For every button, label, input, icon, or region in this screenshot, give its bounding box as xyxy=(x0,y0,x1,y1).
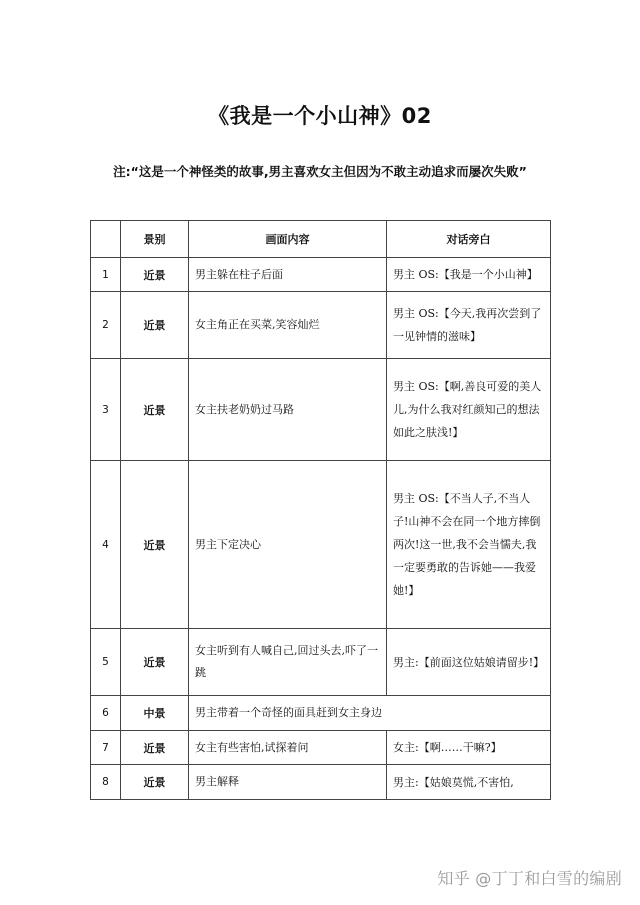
scene-description: 女主有些害怕,试探着问 xyxy=(189,731,387,765)
dialogue-text: 女主:【啊……干嘛?】 xyxy=(387,731,551,765)
row-number: 1 xyxy=(91,258,121,292)
dialogue-text: 男主 OS:【我是一个小山神】 xyxy=(387,258,551,292)
shot-type: 中景 xyxy=(121,696,189,731)
header-shot: 景别 xyxy=(121,221,189,258)
table-row xyxy=(91,359,551,461)
table-row xyxy=(91,461,551,629)
scene-description: 男主下定决心 xyxy=(189,461,387,629)
scene-description: 女主角正在买菜,笑容灿烂 xyxy=(189,292,387,359)
table-row xyxy=(91,292,551,359)
row-number: 4 xyxy=(91,461,121,629)
page-title: 《我是一个小山神》02 xyxy=(208,104,432,128)
scene-description: 男主解释 xyxy=(189,765,387,800)
shot-type: 近景 xyxy=(121,461,189,629)
story-note: 注:“这是一个神怪类的故事,男主喜欢女主但因为不敢主动追求而屡次失败” xyxy=(113,164,527,179)
scene-description: 女主扶老奶奶过马路 xyxy=(189,359,387,461)
header-dialogue: 对话旁白 xyxy=(387,221,551,258)
table-header-row xyxy=(91,221,551,258)
table-row xyxy=(91,765,551,800)
shot-type: 近景 xyxy=(121,629,189,696)
table-row xyxy=(91,696,551,731)
dialogue-text: 男主 OS:【今天,我再次尝到了一见钟情的滋味】 xyxy=(387,292,551,359)
storyboard-table xyxy=(90,220,551,800)
scene-description: 女主听到有人喊自己,回过头去,吓了一跳 xyxy=(189,629,387,696)
row-number: 8 xyxy=(91,765,121,800)
header-scene: 画面内容 xyxy=(189,221,387,258)
row-number: 6 xyxy=(91,696,121,731)
shot-type: 近景 xyxy=(121,359,189,461)
scene-description: 男主躲在柱子后面 xyxy=(189,258,387,292)
zhihu-watermark: 知乎 @丁丁和白雪的编剧 xyxy=(437,869,622,888)
row-number: 3 xyxy=(91,359,121,461)
table-row xyxy=(91,258,551,292)
dialogue-text: 男主:【前面这位姑娘请留步!】 xyxy=(387,629,551,696)
row-number: 7 xyxy=(91,731,121,765)
header-index xyxy=(91,221,121,258)
shot-type: 近景 xyxy=(121,731,189,765)
dialogue-text: 男主 OS:【啊,善良可爱的美人儿,为什么我对红颜知己的想法如此之肤浅!】 xyxy=(387,359,551,461)
table-row xyxy=(91,731,551,765)
scene-description: 男主带着一个奇怪的面具赶到女主身边 xyxy=(189,696,551,731)
row-number: 2 xyxy=(91,292,121,359)
dialogue-text: 男主:【姑娘莫慌,不害怕, xyxy=(387,765,551,800)
shot-type: 近景 xyxy=(121,258,189,292)
shot-type: 近景 xyxy=(121,292,189,359)
shot-type: 近景 xyxy=(121,765,189,800)
table-row xyxy=(91,629,551,696)
dialogue-text: 男主 OS:【不当人子,不当人子!山神不会在同一个地方摔倒两次!这一世,我不会当懦夫,我一定要勇敢的告诉她——我爱她!】 xyxy=(387,461,551,629)
row-number: 5 xyxy=(91,629,121,696)
